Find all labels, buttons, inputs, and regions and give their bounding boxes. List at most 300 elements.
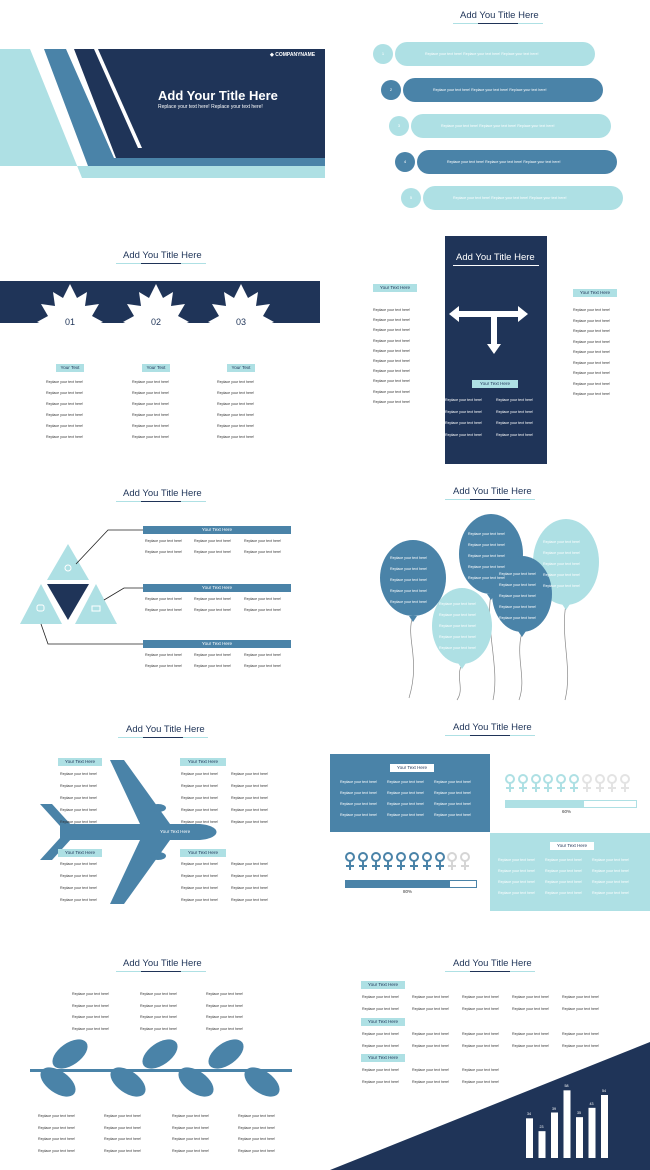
slide-title: Add You Title Here — [460, 10, 539, 21]
text-line: Replace your text here! — [387, 780, 425, 784]
text-line: Replace your text here! — [543, 584, 581, 588]
text-line: Replace your text here! — [512, 1032, 550, 1036]
chart-bar — [526, 1118, 533, 1158]
text-line: Replace your text here! — [206, 1026, 244, 1031]
text-line: Replace your text here! — [498, 891, 536, 895]
bar-value-label: 34 — [527, 1112, 531, 1117]
section-label: Your Text Here — [143, 584, 291, 592]
female-person-icon — [620, 774, 630, 794]
chart-bar — [564, 1090, 571, 1158]
chart-bar — [539, 1131, 546, 1158]
text-line: Replace your text here! — [499, 605, 537, 609]
bar-value-label: 35 — [577, 1111, 581, 1116]
text-line: Replace your text here! — [373, 369, 411, 374]
female-person-icon — [460, 852, 470, 872]
panel-label: Your Text Here — [390, 764, 434, 772]
text-line: Replace your text here! — [434, 802, 472, 806]
step-number-badge: 1 — [373, 44, 393, 64]
text-line: Replace your text here! — [462, 1080, 500, 1084]
text-line: Replace your text here! — [46, 391, 84, 395]
text-line: Replace your text here! — [573, 381, 611, 386]
progress-fill — [346, 881, 450, 887]
title-underline — [445, 735, 535, 736]
text-line: Replace your text here! — [132, 413, 170, 417]
slide-triangles[interactable] — [0, 468, 325, 702]
airplane-icon — [0, 702, 325, 936]
text-line: Replace your text here! — [244, 550, 282, 554]
text-line: Replace your text here! — [46, 380, 84, 384]
label-top-left: Your Text Here — [58, 758, 102, 766]
slide-steps[interactable] — [325, 0, 650, 234]
text-line: Replace your text here! — [543, 551, 581, 555]
text-line: Replace your text here! — [439, 624, 477, 628]
slide-title: Add You Title Here — [456, 252, 535, 263]
progress-percent: 80% — [403, 889, 413, 894]
text-line: Replace your text here! — [543, 573, 581, 577]
text-line: Replace your text here! — [362, 1032, 400, 1036]
chart-bar — [551, 1113, 558, 1159]
text-line: Replace your text here! — [412, 1044, 450, 1048]
text-line: Replace your text here! — [60, 820, 98, 824]
chart-bar — [601, 1095, 608, 1158]
female-person-icon — [396, 852, 406, 872]
text-line: Replace your text here! — [462, 1068, 500, 1072]
text-line: Replace your text here! — [132, 402, 170, 406]
female-person-icon — [371, 852, 381, 872]
female-person-icon — [345, 852, 355, 872]
slide-arrows[interactable] — [325, 234, 650, 468]
text-line: Replace your text here! — [387, 813, 425, 817]
text-line: Replace your text here! — [592, 891, 630, 895]
progress-track — [345, 880, 477, 888]
text-line: Replace your text here! — [545, 858, 583, 862]
text-line: Replace your text here! — [362, 1080, 400, 1084]
text-line: Replace your text here! — [412, 995, 450, 999]
text-line: Replace your text here! — [194, 597, 232, 601]
text-line: Replace your text here! — [181, 886, 219, 890]
text-line: Replace your text here! — [194, 653, 232, 657]
text-line: Replace your text here! — [181, 874, 219, 878]
slide-title: Add You Title Here — [453, 486, 532, 497]
text-line: Replace your text here! — [373, 359, 411, 363]
text-line: Replace your text here! — [434, 791, 472, 795]
text-line: Replace your text here! — [244, 597, 282, 601]
text-line: Replace your text here! — [498, 880, 536, 884]
text-line: Replace your text here! — [390, 600, 428, 604]
text-line: Replace your text here! — [592, 858, 630, 862]
text-line: Replace your text here! — [181, 772, 219, 776]
text-line: Replace your text here! — [387, 791, 425, 795]
column-label: Your Text — [142, 364, 170, 372]
text-line: Replace your text here! — [390, 556, 428, 560]
text-line: Replace your text here! — [231, 862, 269, 866]
female-person-icon — [422, 852, 432, 872]
text-line: Replace your text here! — [72, 1015, 110, 1019]
bar-value-label: 39 — [552, 1106, 556, 1111]
bar-value-label: 58 — [564, 1084, 569, 1089]
text-line: Replace your text here! — [373, 399, 411, 404]
text-line: Replace your text here! — [373, 389, 411, 394]
cover-subtitle: Replace your text here! Replace your text here! — [158, 104, 263, 110]
text-line: Replace your text here! — [390, 578, 428, 582]
step-number-badge: 4 — [395, 152, 415, 172]
text-line: Replace your text here! — [468, 576, 506, 580]
step-number-badge: 2 — [381, 80, 401, 100]
text-line: Replace your text here! — [46, 424, 84, 428]
step-bar — [411, 114, 611, 138]
column-label: Your Text — [56, 364, 84, 372]
section-label: Your Text Here — [361, 1018, 405, 1026]
text-line: Replace your text here! — [238, 1125, 276, 1130]
text-line: Replace your text here! — [462, 1032, 500, 1036]
text-line: Replace your text here! — [445, 398, 483, 402]
leaf-icon — [173, 1062, 218, 1103]
text-line: Replace your text here! — [231, 808, 269, 812]
cover-stripes — [0, 0, 325, 234]
airplane-caption: Your Text Here — [160, 829, 191, 834]
text-line: Replace your text here! — [340, 813, 378, 817]
text-line: Replace your text here! — [38, 1125, 76, 1130]
text-line: Replace your text here! — [231, 796, 269, 800]
text-line: Replace your text here! — [194, 550, 232, 554]
text-line: Replace your text here! — [543, 540, 581, 544]
text-line: Replace your text here! — [592, 880, 630, 884]
leaf-branch — [0, 936, 325, 1170]
text-line: Replace your text here! — [545, 869, 583, 873]
text-line: Replace your text here! — [132, 391, 170, 395]
text-line: Replace your text here! — [412, 1080, 450, 1084]
text-line: Replace your text here! — [412, 1068, 450, 1072]
female-person-icon — [505, 774, 515, 794]
text-line: Replace your text here! — [390, 567, 428, 571]
text-line: Replace your text here! — [439, 646, 477, 650]
text-line: Replace your text here! — [38, 1137, 76, 1141]
section-label: Your Text Here — [361, 1054, 405, 1062]
text-line: Replace your text here! — [496, 398, 534, 402]
text-line: Replace your text here! — [217, 380, 255, 384]
text-line: Replace your text here! — [46, 402, 84, 406]
chart-bar — [576, 1117, 583, 1158]
text-line: Replace your text here! — [340, 791, 378, 795]
text-line: Replace your text here! — [445, 409, 483, 414]
text-line: Replace your text here! — [72, 1026, 110, 1031]
text-line: Replace your text here! — [145, 550, 183, 554]
female-person-icon — [543, 774, 553, 794]
text-line: Replace your text here! — [140, 1026, 178, 1031]
text-line: Replace your text here! — [145, 597, 183, 601]
step-bar — [395, 42, 595, 66]
text-line: Replace your text here! — [468, 543, 506, 547]
text-line: Replace your text here! — [238, 1148, 276, 1153]
step-text: Replace your text here! Replace your text here! Replace your text here! — [453, 196, 567, 200]
text-line: Replace your text here! — [60, 898, 98, 902]
leaf-number: 01 — [65, 317, 76, 327]
corner-triangle — [325, 936, 650, 1170]
text-line: Replace your text here! — [462, 1044, 500, 1048]
text-line: Replace your text here! — [496, 409, 534, 414]
step-bar — [403, 78, 603, 102]
text-line: Replace your text here! — [231, 772, 269, 776]
text-line: Replace your text here! — [512, 1007, 550, 1011]
text-line: Replace your text here! — [217, 413, 255, 417]
female-person-icon — [582, 774, 592, 794]
text-line: Replace your text here! — [499, 594, 537, 598]
text-line: Replace your text here! — [468, 554, 506, 558]
female-person-icon — [607, 774, 617, 794]
text-line: Replace your text here! — [231, 784, 269, 788]
text-line: Replace your text here! — [181, 808, 219, 812]
slide-title: Add You Title Here — [123, 488, 202, 499]
text-line: Replace your text here! — [46, 435, 84, 439]
text-line: Replace your text here! — [340, 780, 378, 784]
text-line: Replace your text here! — [462, 995, 500, 999]
text-line: Replace your text here! — [140, 1003, 178, 1008]
label-bottom-left: Your Text Here — [58, 849, 102, 857]
bar-value-label: 23 — [539, 1125, 544, 1130]
text-line: Replace your text here! — [104, 1137, 142, 1141]
chart-bar — [589, 1108, 596, 1158]
leaf-number: 02 — [151, 317, 162, 327]
step-text: Replace your text here! Replace your text here! Replace your text here! — [441, 124, 555, 128]
text-line: Replace your text here! — [206, 1015, 244, 1019]
triangle-top — [47, 544, 89, 580]
text-line: Replace your text here! — [373, 318, 411, 323]
text-line: Replace your text here! — [373, 328, 411, 333]
text-line: Replace your text here! — [104, 1148, 142, 1153]
column-label: Your Text — [227, 364, 255, 372]
female-person-icon — [569, 774, 579, 794]
text-line: Replace your text here! — [238, 1114, 276, 1118]
text-line: Replace your text here! — [145, 608, 183, 612]
text-line: Replace your text here! — [231, 898, 269, 902]
text-line: Replace your text here! — [217, 402, 255, 406]
text-line: Replace your text here! — [412, 1007, 450, 1011]
text-line: Replace your text here! — [499, 583, 537, 587]
text-line: Replace your text here! — [562, 1044, 600, 1048]
center-label: Your Text Here — [472, 380, 518, 388]
text-line: Replace your text here! — [244, 653, 282, 657]
text-line: Replace your text here! — [60, 886, 98, 890]
step-text: Replace your text here! Replace your text here! Replace your text here! — [433, 88, 547, 92]
text-line: Replace your text here! — [172, 1125, 210, 1130]
slide-airplane[interactable] — [0, 702, 325, 936]
slide-cover[interactable] — [0, 0, 325, 234]
cover-title: Add Your Title Here — [158, 88, 278, 103]
text-line: Replace your text here! — [362, 1007, 400, 1011]
text-line: Replace your text here! — [217, 424, 255, 428]
bar-value-label: 43 — [589, 1101, 594, 1106]
text-line: Replace your text here! — [145, 539, 183, 543]
left-label: Your Text Here — [373, 284, 417, 292]
bar-value-label: 54 — [602, 1089, 606, 1093]
balloons — [325, 468, 650, 702]
leaf-icon — [239, 1062, 284, 1103]
text-line: Replace your text here! — [206, 1003, 244, 1008]
text-line: Replace your text here! — [562, 995, 600, 999]
text-line: Replace your text here! — [217, 391, 255, 395]
text-line: Replace your text here! — [60, 784, 98, 788]
text-line: Replace your text here! — [373, 379, 411, 384]
text-line: Replace your text here! — [499, 616, 537, 620]
text-line: Replace your text here! — [545, 880, 583, 884]
text-line: Replace your text here! — [60, 772, 98, 776]
text-line: Replace your text here! — [362, 995, 400, 999]
text-line: Replace your text here! — [434, 813, 472, 817]
text-line: Replace your text here! — [181, 862, 219, 866]
text-line: Replace your text here! — [573, 371, 611, 375]
step-bar — [423, 186, 623, 210]
text-line: Replace your text here! — [512, 1044, 550, 1048]
leaf-icon — [105, 1062, 150, 1103]
leaf-icon — [137, 1034, 182, 1075]
text-line: Replace your text here! — [498, 869, 536, 873]
text-line: Replace your text here! — [38, 1114, 76, 1118]
text-line: Replace your text here! — [181, 784, 219, 788]
text-line: Replace your text here! — [439, 613, 477, 617]
progress-track — [505, 800, 637, 808]
text-line: Replace your text here! — [573, 318, 611, 323]
text-line: Replace your text here! — [140, 992, 178, 996]
leaf-number: 03 — [236, 317, 247, 327]
text-line: Replace your text here! — [72, 992, 110, 996]
text-line: Replace your text here! — [238, 1137, 276, 1141]
text-line: Replace your text here! — [387, 802, 425, 806]
text-line: Replace your text here! — [445, 421, 483, 425]
text-line: Replace your text here! — [60, 796, 98, 800]
text-line: Replace your text here! — [340, 802, 378, 806]
step-bar — [417, 150, 617, 174]
text-line: Replace your text here! — [60, 874, 98, 878]
text-line: Replace your text here! — [60, 808, 98, 812]
text-line: Replace your text here! — [362, 1044, 400, 1048]
title-underline — [116, 263, 206, 264]
text-line: Replace your text here! — [194, 664, 232, 668]
slide-leaf-timeline[interactable] — [0, 936, 325, 1170]
text-line: Replace your text here! — [140, 1015, 178, 1019]
right-label: Your Text Here — [573, 289, 617, 297]
text-line: Replace your text here! — [38, 1148, 76, 1153]
text-line: Replace your text here! — [72, 1003, 110, 1008]
label-top-right: Your Text Here — [180, 758, 226, 766]
text-line: Replace your text here! — [573, 350, 611, 354]
text-line: Replace your text here! — [412, 1032, 450, 1036]
text-line: Replace your text here! — [496, 432, 534, 437]
text-line: Replace your text here! — [194, 608, 232, 612]
text-line: Replace your text here! — [573, 339, 611, 344]
progress-fill — [506, 801, 584, 807]
text-line: Replace your text here! — [573, 360, 611, 365]
text-line: Replace your text here! — [217, 435, 255, 439]
text-line: Replace your text here! — [172, 1137, 210, 1141]
step-number-badge: 5 — [401, 188, 421, 208]
text-line: Replace your text here! — [434, 780, 472, 784]
slide-title: Add You Title Here — [123, 250, 202, 261]
text-line: Replace your text here! — [172, 1114, 210, 1118]
text-line: Replace your text here! — [181, 820, 219, 824]
text-line: Replace your text here! — [132, 380, 170, 384]
text-line: Replace your text here! — [498, 858, 536, 862]
text-line: Replace your text here! — [373, 308, 411, 312]
step-number-badge: 3 — [389, 116, 409, 136]
text-line: Replace your text here! — [104, 1114, 142, 1118]
section-label: Your Text Here — [361, 981, 405, 989]
text-line: Replace your text here! — [132, 424, 170, 428]
text-line: Replace your text here! — [373, 348, 411, 353]
text-line: Replace your text here! — [244, 539, 282, 543]
text-line: Replace your text here! — [390, 589, 428, 593]
step-text: Replace your text here! Replace your text here! Replace your text here! — [447, 160, 561, 164]
text-line: Replace your text here! — [60, 862, 98, 866]
text-line: Replace your text here! — [373, 338, 411, 343]
text-line: Replace your text here! — [543, 562, 581, 566]
section-label: Your Text Here — [143, 526, 291, 534]
text-line: Replace your text here! — [145, 653, 183, 657]
female-person-icon — [531, 774, 541, 794]
company-name: ◆ COMPANYNAME — [270, 52, 316, 58]
text-line: Replace your text here! — [573, 392, 611, 396]
text-line: Replace your text here! — [132, 435, 170, 439]
female-person-icon — [447, 852, 457, 872]
text-line: Replace your text here! — [244, 608, 282, 612]
text-line: Replace your text here! — [545, 891, 583, 895]
text-line: Replace your text here! — [244, 664, 282, 668]
text-line: Replace your text here! — [439, 635, 477, 639]
text-line: Replace your text here! — [231, 820, 269, 824]
text-line: Replace your text here! — [104, 1125, 142, 1130]
text-line: Replace your text here! — [445, 432, 483, 437]
text-line: Replace your text here! — [512, 995, 550, 999]
text-line: Replace your text here! — [468, 532, 506, 536]
female-person-icon — [383, 852, 393, 872]
text-line: Replace your text here! — [194, 539, 232, 543]
text-line: Replace your text here! — [573, 329, 611, 333]
slide-title: Add You Title Here — [123, 958, 202, 969]
slide-balloons[interactable] — [325, 468, 650, 702]
slide-title: Add You Title Here — [453, 722, 532, 733]
progress-percent: 60% — [562, 809, 572, 814]
text-line: Replace your text here! — [562, 1032, 600, 1036]
slide-title: Add You Title Here — [453, 958, 532, 969]
text-line: Replace your text here! — [592, 869, 630, 873]
female-person-icon — [358, 852, 368, 872]
slide-progress[interactable] — [325, 702, 650, 936]
text-line: Replace your text here! — [439, 602, 477, 606]
text-line: Replace your text here! — [206, 992, 244, 996]
text-line: Replace your text here! — [496, 421, 534, 425]
text-line: Replace your text here! — [573, 308, 611, 312]
text-line: Replace your text here! — [231, 874, 269, 878]
text-line: Replace your text here! — [499, 572, 537, 576]
female-person-icon — [435, 852, 445, 872]
text-line: Replace your text here! — [462, 1007, 500, 1011]
text-line: Replace your text here! — [181, 898, 219, 902]
title-underline — [453, 23, 543, 24]
text-line: Replace your text here! — [562, 1007, 600, 1011]
label-bottom-right: Your Text Here — [180, 849, 226, 857]
female-person-icon — [556, 774, 566, 794]
step-text: Replace your text here! Replace your text here! Replace your text here! — [425, 52, 539, 56]
slide-leaves[interactable] — [0, 234, 325, 468]
text-line: Replace your text here! — [362, 1068, 400, 1072]
panel-label: Your Text Here — [550, 842, 594, 850]
slide-bar-chart[interactable] — [325, 936, 650, 1170]
female-person-icon — [518, 774, 528, 794]
text-line: Replace your text here! — [145, 664, 183, 668]
text-line: Replace your text here! — [468, 565, 506, 569]
text-line: Replace your text here! — [231, 886, 269, 890]
leaf-icon — [203, 1034, 248, 1075]
section-label: Your Text Here — [143, 640, 291, 648]
